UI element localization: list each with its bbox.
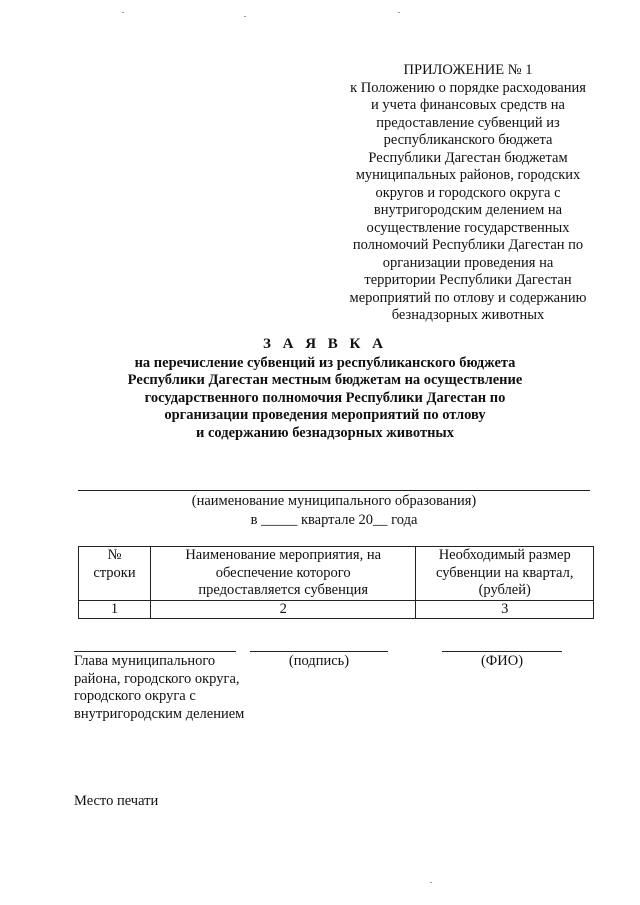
full-name-label: (ФИО) (480, 653, 524, 669)
appendix-line: предоставление субвенций из (376, 114, 560, 131)
name-signature-line (442, 651, 562, 652)
appendix-line: и учета финансовых средств на (371, 97, 565, 113)
quarter-line: в _____ квартале 20__ года (250, 512, 418, 528)
document-title: З А Я В К А (262, 336, 388, 352)
appendix-line: Республики Дагестан бюджетам (368, 149, 568, 166)
column-number-2: 2 (150, 600, 415, 619)
subsidy-table (78, 546, 594, 619)
municipality-blank-line (78, 490, 590, 491)
document-heading (60, 336, 590, 442)
appendix-line: осуществление государственных (366, 219, 570, 236)
heading-line: государственного полномочия Республики Дагестан по (144, 389, 506, 406)
signature-line (250, 651, 388, 652)
appendix-line: мероприятий по отлову и содержанию (349, 289, 587, 306)
scan-speck (430, 882, 432, 883)
column-number-3: 3 (416, 600, 594, 619)
table-number-row (79, 600, 594, 619)
header-activity-name: Наименование мероприятия, на обеспечение которого предоставляется субвенция (150, 547, 415, 601)
municipality-label: (наименование муниципального образования) (191, 493, 477, 509)
heading-line: и содержанию безнадзорных животных (195, 424, 454, 441)
appendix-line: организации проведения на (382, 254, 554, 271)
appendix-line: муниципальных районов, городских (355, 167, 581, 183)
appendix-line: внутригородским делением на (373, 202, 563, 218)
appendix-line: территории Республики Дагестан (364, 272, 572, 288)
head-position-label: Глава муниципального района, городского округа, городского округа с внутригородским делением (74, 653, 245, 722)
appendix-line: республиканского бюджета (383, 132, 553, 148)
appendix-block (330, 62, 606, 325)
header-row-number: № строки (79, 547, 151, 601)
appendix-line: округов и городского округа с (375, 184, 561, 201)
column-number-1: 1 (79, 600, 151, 619)
scan-speck (398, 12, 400, 13)
appendix-line: безнадзорных животных (391, 307, 545, 323)
appendix-line: к Положению о порядке расходования (350, 79, 586, 96)
signature-label: (подпись) (288, 653, 350, 669)
table-header-row (79, 547, 594, 601)
appendix-title: ПРИЛОЖЕНИЕ № 1 (403, 62, 533, 78)
header-subsidy-amount: Необходимый размер субвенции на квартал, (рублей) (416, 547, 594, 601)
position-signature-line (74, 651, 236, 652)
stamp-place-label: Место печати (74, 793, 159, 809)
appendix-line: полномочий Республики Дагестан по (352, 237, 584, 253)
heading-line: Республики Дагестан местным бюджетам на осуществление (127, 372, 523, 388)
scan-speck (244, 16, 246, 17)
heading-line: на перечисление субвенций из республиканского бюджета (134, 354, 516, 371)
heading-line: организации проведения мероприятий по отлову (164, 407, 486, 423)
scan-speck (122, 12, 124, 13)
